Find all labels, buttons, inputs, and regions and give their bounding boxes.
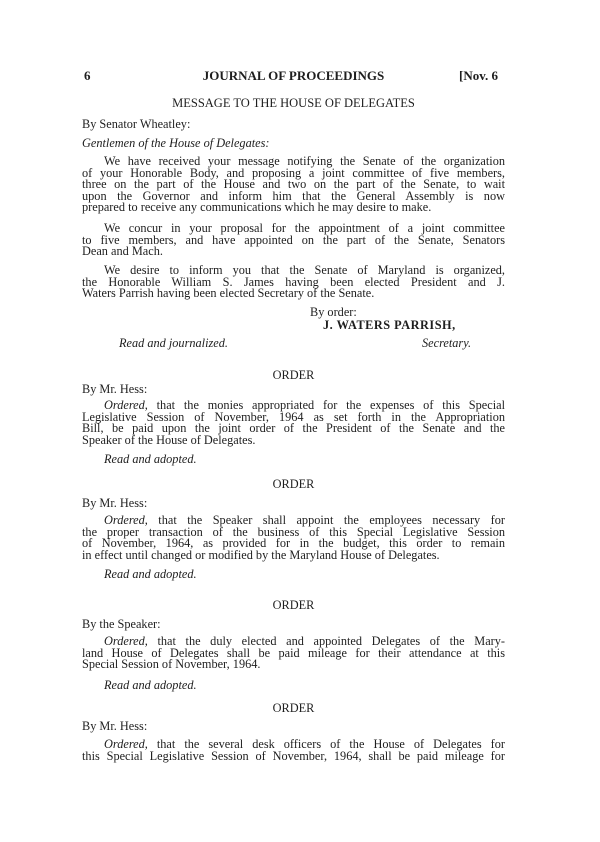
paragraph-line: Dean and Mach. [82, 244, 163, 258]
order-text-line: Special Session of November, 1964. [82, 657, 261, 671]
ordered-lead: Ordered, [104, 513, 148, 527]
order-text-line: of November, 1964, as provided for in the budget, this order to remain [82, 536, 505, 550]
order-text-line: in effect until changed or modified by the Maryland House of Delegates. [82, 547, 440, 562]
paragraph-line: We concur in your proposal for the appointment of a joint committee [104, 221, 505, 235]
page-number: 6 [84, 68, 91, 83]
signer-title: Secretary. [422, 336, 472, 350]
paragraph-line: upon the Governor and inform him that the General Assembly is now [82, 188, 505, 203]
disposition: Read and journalized. [119, 336, 228, 350]
order-text: that the monies appropriated for the expenses of this Special [147, 398, 505, 412]
order-disposition: Read and adopted. [104, 567, 197, 581]
order-text-line: this Special Legislative Session of November, 1964, shall be paid mileage for [82, 748, 505, 763]
order-heading: ORDER [272, 701, 315, 715]
paragraph-line: We have received your message notifying the Senate of the organization [104, 154, 505, 168]
order-text: that the Speaker shall appoint the employees necessary for [147, 513, 505, 527]
paragraph-line: prepared to receive any communications which he may desire to make. [82, 200, 432, 214]
message-by: By Senator Wheatley: [82, 117, 191, 131]
header-date: [Nov. 6 [459, 68, 498, 83]
order-text: that the duly elected and appointed Delegates of the Mary- [147, 634, 505, 648]
paragraph-line: the Honorable William S. James having been elected President and J. [82, 274, 505, 289]
salutation: Gentlemen of the House of Delegates: [82, 136, 270, 150]
order-heading: ORDER [272, 477, 315, 491]
order-by: By Mr. Hess: [82, 496, 148, 510]
order-text-line: the proper transaction of the business of this Special Legislative Session [82, 524, 505, 539]
ordered-lead: Ordered, [104, 398, 148, 412]
order-text-line: Legislative Session of November, 1964 as set forth in the Appropriation [82, 409, 505, 424]
paragraph-line: of your Honorable Body, and proposing a joint committee of five members, [82, 165, 505, 180]
order-disposition: Read and adopted. [104, 678, 197, 692]
order-by: By the Speaker: [82, 617, 161, 631]
paragraph-line: three on the part of the House and two on the part of the Senate, to wait [82, 177, 505, 191]
paragraph-line: We desire to inform you that the Senate of Maryland is organized, [104, 263, 505, 277]
paragraph-line: to five members, and have appointed on the part of the Senate, Senators [82, 232, 505, 247]
ordered-lead: Ordered, [104, 634, 148, 648]
message-title: MESSAGE TO THE HOUSE OF DELEGATES [172, 96, 415, 110]
order-heading: ORDER [272, 598, 315, 612]
by-order: By order: [310, 305, 357, 319]
paragraph-line: Waters Parrish having been elected Secretary of the Senate. [82, 286, 375, 300]
signer-name: J. WATERS PARRISH, [323, 318, 456, 332]
order-text-line: land House of Delegates shall be paid mileage for their attendance at this [82, 645, 505, 660]
order-disposition: Read and adopted. [104, 452, 197, 466]
order-by: By Mr. Hess: [82, 382, 148, 396]
order-text: that the several desk officers of the House of Delegates for [147, 737, 505, 751]
order-by: By Mr. Hess: [82, 719, 148, 733]
order-heading: ORDER [272, 368, 315, 382]
ordered-lead: Ordered, [104, 737, 148, 751]
order-text-line: Speaker of the House of Delegates. [82, 432, 256, 447]
order-text-line: Bill, be paid upon the joint order of the President of the Senate and the [82, 421, 505, 435]
running-title: JOURNAL OF PROCEEDINGS [202, 68, 385, 83]
